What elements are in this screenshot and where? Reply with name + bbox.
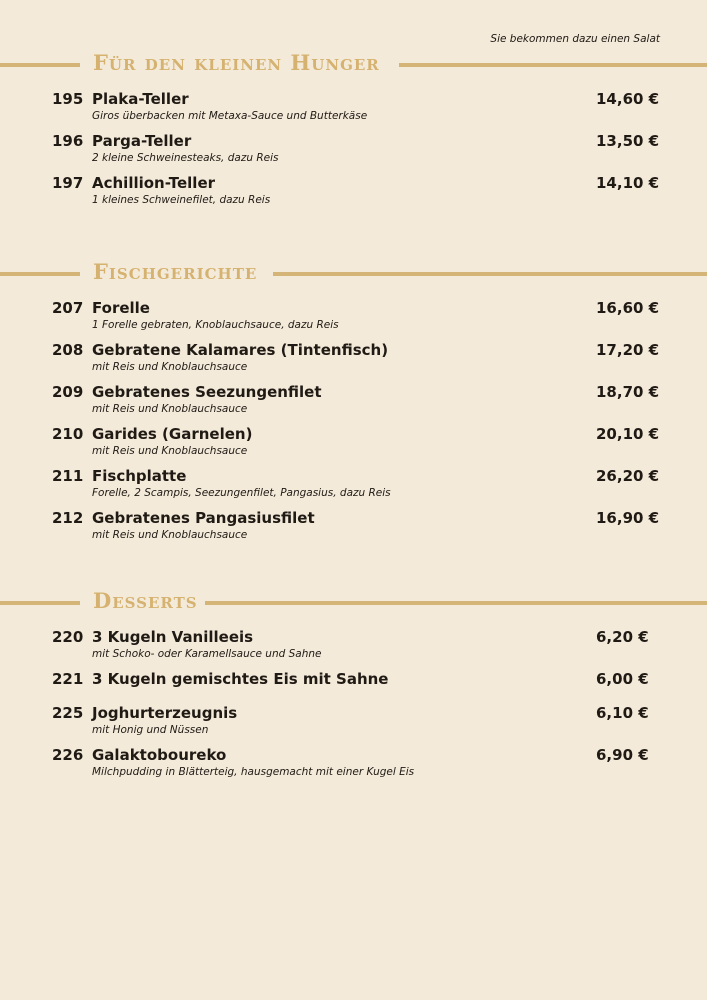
item-price: 16,60 € xyxy=(596,299,660,317)
item-number: 196 xyxy=(52,132,84,150)
item-name: Plaka-Teller xyxy=(92,90,189,108)
item-description: mit Reis und Knoblauchsauce xyxy=(92,445,248,457)
item-price: 6,10 € xyxy=(596,704,649,722)
item-name: Garides (Garnelen) xyxy=(92,425,253,443)
item-name: Gebratenes Pangasiusfilet xyxy=(92,509,315,527)
divider-right xyxy=(273,272,707,276)
menu-item xyxy=(0,746,707,786)
item-price: 6,00 € xyxy=(596,670,649,688)
section-title: Fischgerichte xyxy=(93,259,258,284)
item-description: 1 kleines Schweinefilet, dazu Reis xyxy=(92,194,271,206)
item-number: 210 xyxy=(52,425,84,443)
menu-item xyxy=(0,704,707,744)
item-name: Forelle xyxy=(92,299,150,317)
menu-item xyxy=(0,425,707,465)
menu-item xyxy=(0,341,707,381)
item-description: mit Reis und Knoblauchsauce xyxy=(92,361,248,373)
section-title: Für den kleinen Hunger xyxy=(93,50,380,75)
section-header xyxy=(0,588,707,615)
item-price: 6,90 € xyxy=(596,746,649,764)
divider-left xyxy=(0,63,80,67)
item-name: Gebratene Kalamares (Tintenfisch) xyxy=(92,341,389,359)
divider-left xyxy=(0,601,80,605)
salad-note: Sie bekommen dazu einen Salat xyxy=(490,33,660,45)
item-number: 209 xyxy=(52,383,84,401)
section-fish xyxy=(0,259,707,286)
menu-item xyxy=(0,383,707,423)
item-name: Galaktoboureko xyxy=(92,746,227,764)
item-price: 17,20 € xyxy=(596,341,660,359)
menu-item xyxy=(0,132,707,172)
menu-item xyxy=(0,628,707,668)
item-price: 14,60 € xyxy=(596,90,660,108)
menu-item xyxy=(0,174,707,214)
item-price: 14,10 € xyxy=(596,174,660,192)
divider-left xyxy=(0,272,80,276)
menu-item xyxy=(0,509,707,549)
item-price: 6,20 € xyxy=(596,628,649,646)
divider-right xyxy=(205,601,707,605)
item-name: Achillion-Teller xyxy=(92,174,216,192)
section-header xyxy=(0,259,707,286)
item-description: mit Reis und Knoblauchsauce xyxy=(92,403,248,415)
divider-right xyxy=(399,63,707,67)
item-description: 1 Forelle gebraten, Knoblauchsauce, dazu Reis xyxy=(92,319,339,331)
item-number: 208 xyxy=(52,341,84,359)
item-price: 16,90 € xyxy=(596,509,660,527)
item-description: mit Schoko- oder Karamellsauce und Sahne xyxy=(92,648,322,660)
item-number: 226 xyxy=(52,746,84,764)
item-number: 197 xyxy=(52,174,84,192)
item-price: 18,70 € xyxy=(596,383,660,401)
item-number: 211 xyxy=(52,467,84,485)
section-header xyxy=(0,33,707,77)
item-price: 13,50 € xyxy=(596,132,660,150)
item-description: Milchpudding in Blätterteig, hausgemacht mit einer Kugel Eis xyxy=(92,766,415,778)
item-name: Gebratenes Seezungenfilet xyxy=(92,383,322,401)
item-description: Forelle, 2 Scampis, Seezungenfilet, Pangasius, dazu Reis xyxy=(92,487,391,499)
item-name: Fischplatte xyxy=(92,467,187,485)
item-number: 207 xyxy=(52,299,84,317)
item-description: Giros überbacken mit Metaxa-Sauce und Butterkäse xyxy=(92,110,368,122)
item-name: Parga-Teller xyxy=(92,132,192,150)
item-name: 3 Kugeln Vanilleeis xyxy=(92,628,254,646)
item-price: 26,20 € xyxy=(596,467,660,485)
section-title: Desserts xyxy=(93,588,198,613)
item-number: 225 xyxy=(52,704,84,722)
menu-item xyxy=(0,467,707,507)
item-number: 195 xyxy=(52,90,84,108)
item-description: mit Reis und Knoblauchsauce xyxy=(92,529,248,541)
item-price: 20,10 € xyxy=(596,425,660,443)
menu-item xyxy=(0,299,707,339)
item-name: 3 Kugeln gemischtes Eis mit Sahne xyxy=(92,670,389,688)
item-description: mit Honig und Nüssen xyxy=(92,724,209,736)
item-name: Joghurterzeugnis xyxy=(92,704,238,722)
section-small-hunger xyxy=(0,33,707,77)
menu-item xyxy=(0,90,707,130)
item-number: 212 xyxy=(52,509,84,527)
section-desserts xyxy=(0,588,707,615)
item-number: 220 xyxy=(52,628,84,646)
item-number: 221 xyxy=(52,670,84,688)
item-description: 2 kleine Schweinesteaks, dazu Reis xyxy=(92,152,279,164)
